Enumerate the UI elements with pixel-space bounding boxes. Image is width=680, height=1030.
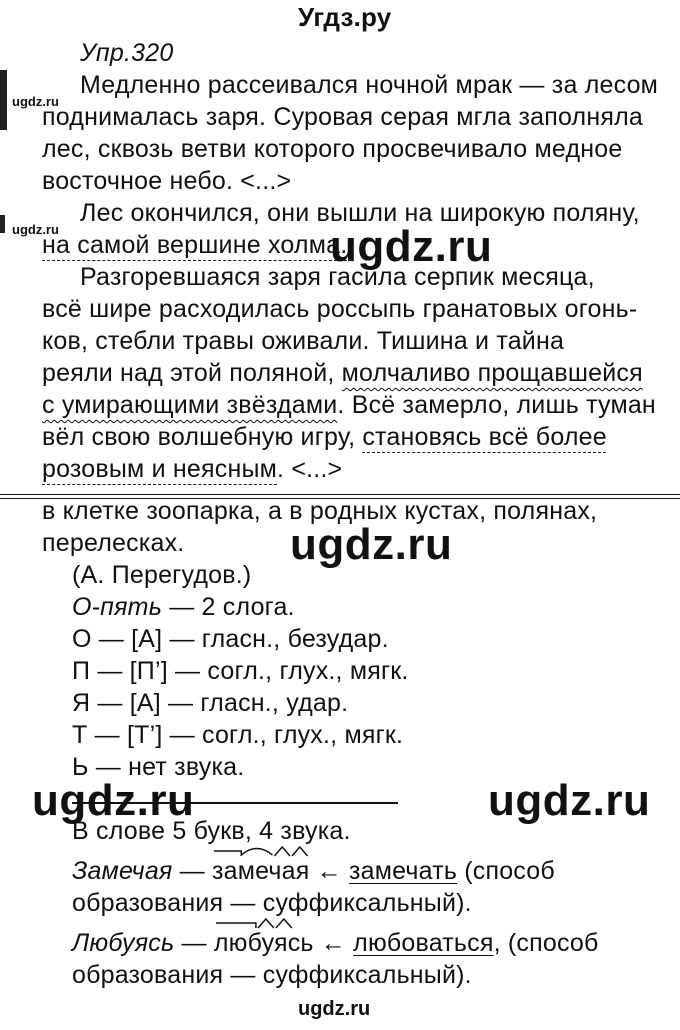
- text-line: перелесках.: [42, 529, 185, 557]
- watermark: ugdz.ru: [330, 222, 493, 271]
- morpheme-parsed-word: [214, 928, 314, 958]
- section-divider: [0, 494, 680, 495]
- footer-watermark: ugdz.ru: [298, 998, 371, 1020]
- arrow-icon: ←: [309, 857, 349, 885]
- scan-edge-mark: [0, 70, 7, 130]
- dashed-underlined-phrase: на самой вершине холма.: [42, 231, 348, 259]
- text-line: [42, 454, 342, 484]
- morph-line: [72, 928, 599, 958]
- watermark: ugdz.ru: [12, 222, 59, 237]
- dashed-underlined-phrase: розовым и неясным: [42, 455, 278, 483]
- summary-line: В слове 5 букв, 4 звука.: [72, 817, 351, 845]
- wavy-underlined-phrase: молчаливо прощавшейся: [341, 359, 643, 387]
- text-line: всё шире расходилась россыпь гранатовых огонь-: [42, 295, 638, 323]
- text-line: ков, стебли травы оживали. Тишина и тайна: [42, 327, 565, 355]
- morpheme-text: любуясь: [213, 929, 314, 957]
- text-line: образования — суффиксальный).: [72, 961, 472, 989]
- watermark: ugdz.ru: [290, 520, 453, 569]
- dashed-underlined-phrase: становясь всё более: [362, 423, 607, 451]
- sound-line: Ь — нет звука.: [72, 753, 245, 781]
- text-line: [42, 390, 656, 420]
- text-segment: —: [172, 857, 212, 885]
- analyzed-word: О-пять: [72, 593, 163, 621]
- analyzed-word: Любуясь: [72, 929, 175, 957]
- sound-line: Я — [А] — гласн., удар.: [72, 689, 349, 717]
- text-line: [42, 422, 607, 452]
- text-line: лес, сквозь ветви которого просвечивало медное: [42, 135, 623, 163]
- sound-line: П — [П’] — согл., глух., мягк.: [72, 657, 409, 685]
- text-line: Лес окончился, они вышли на широкую поляну,: [80, 199, 640, 227]
- text-line: поднималась заря. Суровая серая мгла заполняла: [42, 103, 643, 131]
- author-line: (А. Перегудов.): [72, 561, 252, 589]
- text-segment: . <...>: [277, 455, 343, 483]
- morph-line: [72, 856, 555, 886]
- wavy-underlined-phrase: с умирающими звёздами: [42, 391, 338, 419]
- text-segment: —: [174, 929, 214, 957]
- watermark: ugdz.ru: [12, 94, 59, 109]
- morpheme-text: замечая: [212, 857, 310, 885]
- text-segment: — 2 слога.: [162, 593, 295, 621]
- source-word: замечать: [349, 857, 458, 885]
- source-word: любоваться: [353, 929, 494, 957]
- text-line-underlined: [42, 230, 347, 260]
- text-line: Медленно рассеивался ночной мрак — за лесом: [80, 71, 659, 99]
- exercise-number: Упр.320: [80, 39, 174, 67]
- text-segment: (способ: [457, 857, 555, 885]
- sound-line: Т — [Т’] — согл., глух., мягк.: [72, 721, 404, 749]
- watermark: ugdz.ru: [488, 776, 651, 825]
- text-line: в клетке зоопарка, а в родных кустах, полянах,: [42, 497, 598, 525]
- text-segment: , (способ: [493, 929, 599, 957]
- analyzed-word: Замечая: [72, 857, 173, 885]
- text-segment: вёл свою волшебную игру,: [42, 423, 363, 451]
- text-line: образования — суффиксальный).: [72, 889, 472, 917]
- watermark: ugdz.ru: [32, 776, 195, 825]
- scan-edge-mark: [0, 215, 5, 233]
- morpheme-marks: [212, 844, 310, 858]
- site-title: Угдз.ру: [298, 2, 392, 32]
- morpheme-parsed-word: [212, 856, 310, 886]
- text-line: [42, 358, 643, 388]
- text-line: восточное небо. <...>: [42, 167, 292, 195]
- morpheme-marks: [214, 916, 314, 930]
- sound-line: О — [А] — гласн., безудар.: [72, 625, 389, 653]
- text-segment: реяли над этой поляной,: [42, 359, 342, 387]
- text-segment: . Всё замерло, лишь туман: [337, 391, 656, 419]
- syllable-line: [72, 592, 295, 622]
- text-line: Разгоревшаяся заря гасила серпик месяца,: [80, 263, 595, 291]
- arrow-icon: ←: [313, 929, 354, 957]
